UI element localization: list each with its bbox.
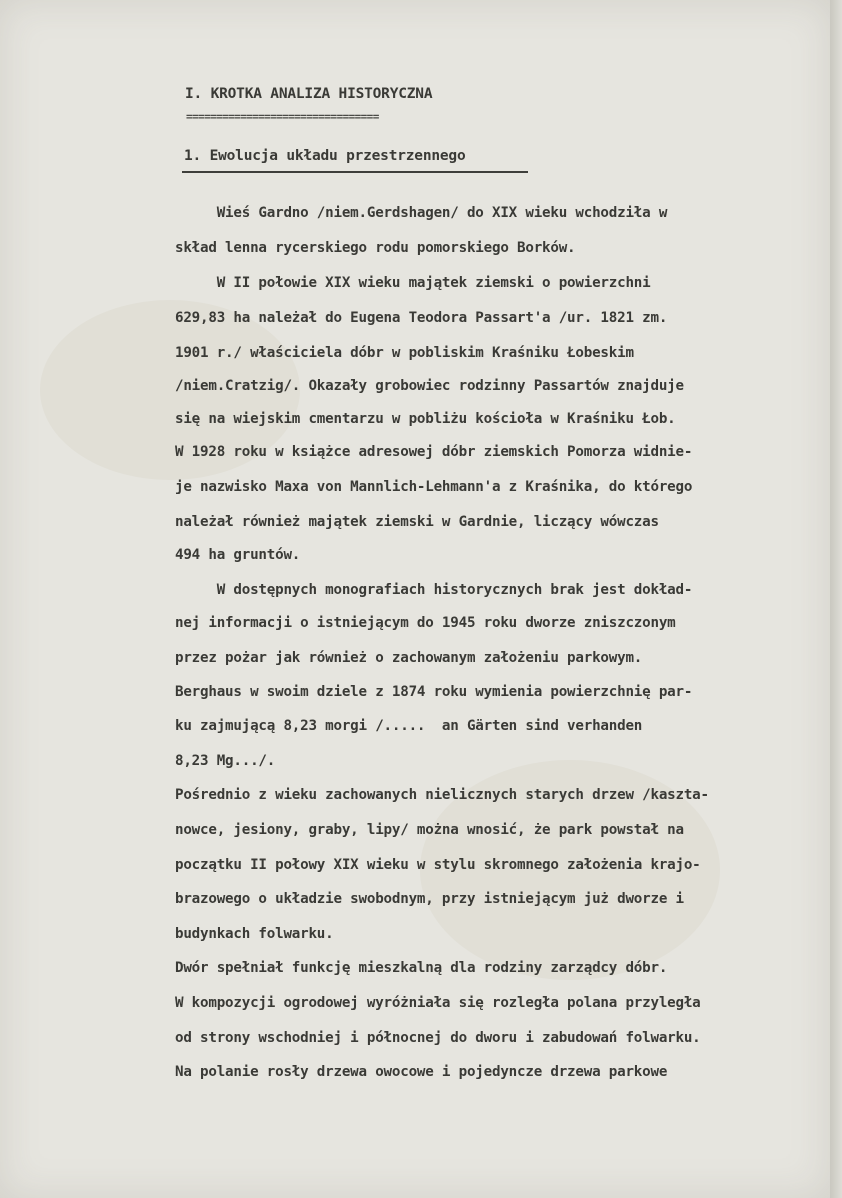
text-line: ku zajmującą 8,23 morgi /..... an Gärten sind verhanden [175, 718, 643, 734]
text-line: W kompozycji ogrodowej wyróżniała się rozległa polana przyległa [175, 995, 701, 1011]
subheading-rule [182, 171, 528, 173]
text-line: Pośrednio z wieku zachowanych nielicznych starych drzew /kaszta- [175, 787, 709, 803]
text-line: przez pożar jak również o zachowanym założeniu parkowym. [175, 650, 643, 666]
text-line: 494 ha gruntów. [175, 547, 301, 563]
text-line: W 1928 roku w książce adresowej dóbr ziemskich Pomorza widnie- [175, 444, 693, 460]
text-line: /niem.Cratzig/. Okazały grobowiec rodzinny Passartów znajduje [175, 378, 684, 394]
text-line: nej informacji o istniejącym do 1945 roku dworze zniszczonym [175, 615, 676, 631]
text-line: 8,23 Mg.../. [175, 753, 276, 769]
page-edge [830, 0, 842, 1198]
text-line: brazowego o układzie swobodnym, przy istniejącym już dworze i [175, 891, 684, 907]
text-line: budynkach folwarku. [175, 926, 334, 942]
text-line: należał również majątek ziemski w Gardnie, liczący wówczas [175, 514, 659, 530]
text-line: Na polanie rosły drzewa owocowe i pojedyncze drzewa parkowe [175, 1064, 668, 1080]
text-line: początku II połowy XIX wieku w stylu skromnego założenia krajo- [175, 857, 701, 873]
text-line: skład lenna rycerskiego rodu pomorskiego Borków. [175, 240, 576, 256]
text-line: Dwór spełniał funkcję mieszkalną dla rodziny zarządcy dóbr. [175, 960, 668, 976]
text-line: je nazwisko Maxa von Mannlich-Lehmann'a z Kraśnika, do którego [175, 479, 693, 495]
text-line: 1901 r./ właściciela dóbr w pobliskim Kraśniku Łobeskim [175, 345, 634, 361]
text-line: się na wiejskim cmentarzu w pobliżu kościoła w Kraśniku Łob. [175, 411, 676, 427]
text-line: W II połowie XIX wieku majątek ziemski o powierzchni [175, 275, 651, 291]
text-line: nowce, jesiony, graby, lipy/ można wnosić, że park powstał na [175, 822, 684, 838]
text-line: 629,83 ha należał do Eugena Teodora Passart'a /ur. 1821 zm. [175, 310, 668, 326]
heading-underline: ================================ [186, 110, 379, 123]
text-line: W dostępnych monografiach historycznych brak jest dokład- [175, 582, 693, 598]
subsection-heading: 1. Ewolucja układu przestrzennego [184, 148, 466, 164]
text-line: Berghaus w swoim dziele z 1874 roku wymienia powierzchnię par- [175, 684, 693, 700]
section-heading: I. KROTKA ANALIZA HISTORYCZNA [185, 86, 433, 102]
text-line: Wieś Gardno /niem.Gerdshagen/ do XIX wieku wchodziła w [175, 205, 668, 221]
text-line: od strony wschodniej i północnej do dworu i zabudowań folwarku. [175, 1030, 701, 1046]
